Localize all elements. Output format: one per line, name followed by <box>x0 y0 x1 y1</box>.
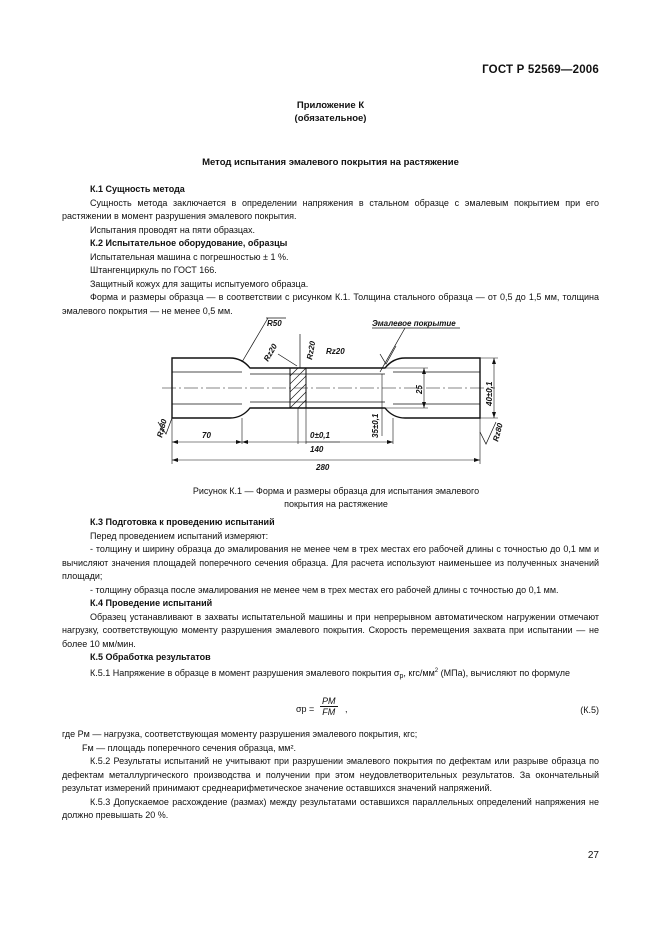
k1-paragraph-2: Испытания проводят на пяти образцах. <box>90 224 256 235</box>
where-clause-2: Fм — площадь поперечного сечения образца, мм². <box>82 742 296 753</box>
k5-heading: К.5 Обработка результатов <box>90 652 211 662</box>
k1-heading: К.1 Сущность метода <box>90 184 185 194</box>
section-k3-k5 <box>62 516 599 683</box>
section-k1-k2 <box>62 183 599 318</box>
k2-paragraph-1: Испытательная машина с погрешностью ± 1 %. <box>90 251 289 262</box>
label-rz80-left: Rz80 <box>155 418 169 439</box>
k3-heading: К.3 Подготовка к проведению испытаний <box>90 517 275 527</box>
appendix-heading <box>0 99 661 125</box>
label-rz20-vertical: Rz20 <box>305 340 318 361</box>
page-number: 27 <box>587 850 599 861</box>
dim-25: 25 <box>415 385 424 394</box>
dim-35: 35±0,1 <box>371 413 380 438</box>
k4-heading: К.4 Проведение испытаний <box>90 598 213 608</box>
dim-0: 0±0,1 <box>310 431 330 440</box>
formula-lhs: σр = <box>296 704 315 714</box>
k2-paragraph-4: Форма и размеры образца — в соответствии с рисунком К.1. Толщина стального образца — от 0,5 до 1,5 мм, толщина эмалевого покрытия — не менее 0,5 мм. <box>62 292 599 316</box>
k3-paragraph-1: Перед проведением испытаний измеряют: <box>90 530 269 541</box>
figure-caption <box>166 485 506 511</box>
document-code: ГОСТ Р 52569—2006 <box>482 64 599 76</box>
k2-heading: К.2 Испытательное оборудование, образцы <box>90 238 288 248</box>
appendix-status: (обязательное) <box>294 113 367 124</box>
dim-70: 70 <box>202 431 211 440</box>
k3-paragraph-2: - толщину и ширину образца до эмалирования не менее чем в трех местах его рабочей длины с точностью до 0,1 мм и вычисляют значения площадей поперечного сечения образца. Для расчета используют наименьшее из полученных значений площади; <box>62 544 599 581</box>
figure-caption-line-2: покрытия на растяжение <box>284 499 388 509</box>
label-enamel-coating: Эмалевое покрытие <box>372 319 456 328</box>
formula-comma: , <box>345 704 348 714</box>
k5-p1-superscript: 2 <box>434 667 439 674</box>
k5-p1-text-b: , кгс/мм <box>403 667 435 678</box>
k2-paragraph-2: Штангенциркуль по ГОСТ 166. <box>90 265 217 275</box>
formula-denominator: FМ <box>322 707 336 717</box>
formula-number: (К.5) <box>580 705 599 715</box>
dim-140: 140 <box>310 445 324 454</box>
label-r50: R50 <box>267 319 282 328</box>
appendix-title: Приложение К <box>296 100 365 111</box>
k5-paragraph-2: К.5.2 Результаты испытаний не учитывают при разрушении эмалевого покрытия по дефектам или разрыве образца по дефектам металлургического производства и получении при этом неудовлетворительных результатов. За окончательный результат измерений принимают среднеарифметическое значение оставшихся значений напряжений. <box>62 756 599 793</box>
label-rz20-right: Rz20 <box>326 347 345 356</box>
k5-p1-text-c: (МПа), вычисляют по формуле <box>438 667 571 678</box>
formula-k5 <box>0 696 661 724</box>
section-k5-continued <box>62 728 599 823</box>
k2-paragraph-3: Защитный кожух для защиты испытуемого образца. <box>90 278 309 289</box>
formula-fraction <box>320 696 338 717</box>
label-rz80-right: Rz80 <box>491 422 505 443</box>
dim-280: 280 <box>316 463 330 472</box>
k5-paragraph-3: К.5.3 Допускаемое расхождение (размах) между результатами оставшихся параллельных определений напряжения не должно превышать 20 %. <box>62 796 599 820</box>
dim-40: 40±0,1 <box>485 381 494 406</box>
k4-paragraph-1: Образец устанавливают в захваты испытательной машины и при непрерывном автоматическом нагружении отмечают нагрузку, соответствующую моменту разрушения эмалевого покрытия. Скорость перемещения захвата при испытании — не более 10 мм/мин. <box>62 611 599 649</box>
k5-paragraph-1 <box>62 665 599 684</box>
k1-paragraph-1: Сущность метода заключается в определении напряжения в стальном образце с эмалевым покрытием при его растяжении в момент разрушения эмалевого покрытия. <box>62 197 599 221</box>
k5-p1-subscript: р <box>399 672 404 680</box>
k3-paragraph-3: - толщину образца после эмалирования не менее чем в трех местах его рабочей длины с точностью до 0,1 мм. <box>90 584 559 595</box>
specimen-drawing <box>150 314 520 474</box>
formula-numerator: PМ <box>322 696 336 706</box>
figure-caption-line-1: Рисунок К.1 — Форма и размеры образца для испытания эмалевого <box>192 486 480 496</box>
section-title: Метод испытания эмалевого покрытия на растяжение <box>202 157 459 168</box>
k5-p1-text-a: К.5.1 Напряжение в образце в момент разрушения эмалевого покрытия σ <box>90 667 400 678</box>
where-clause-1: где Pм — нагрузка, соответствующая моменту разрушения эмалевого покрытия, кгс; <box>62 729 418 739</box>
label-rz20-left: Rz20 <box>261 342 280 363</box>
